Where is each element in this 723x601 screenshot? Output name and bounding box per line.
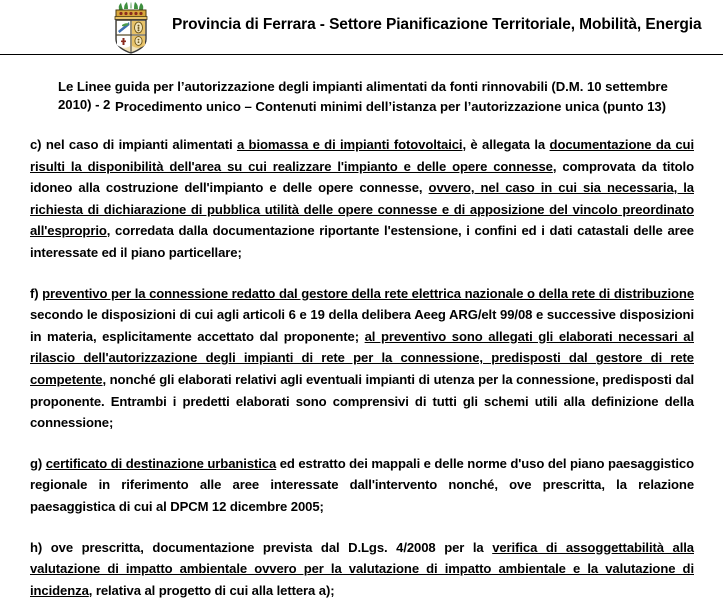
slide-header [0, 0, 723, 56]
subtitle-procedure: Procedimento unico – Contenuti minimi dell’istanza per l’autorizzazione unica (punto 13) [115, 96, 675, 118]
paragraph-h [30, 537, 694, 601]
paragraph-f [30, 283, 694, 434]
paragraph-f-mid-1: secondo le disposizioni di cui agli articoli 6 e 19 della delibera Aeeg ARG/elt 99/08 e successive disposizioni in materia, esplicitamente accettato dal proponente; [30, 307, 694, 344]
paragraph-g-lead: g) [30, 456, 46, 471]
paragraph-c-underline-2: documentazione da cui risulti la disponibilità dell'area su cui realizzare l'impianto e delle opere connesse [30, 137, 694, 174]
paragraph-c-tail: , corredata dalla documentazione riportante l'estensione, i confini ed i dati catastali delle aree interessate ed il piano particellare; [30, 223, 694, 260]
header-divider [0, 54, 723, 55]
coat-of-arms-icon [110, 1, 152, 54]
paragraph-h-lead: h) ove prescritta, documentazione prevista dal D.Lgs. 4/2008 per la [30, 540, 492, 555]
paragraph-h-underline-1: verifica di assoggettabilità alla valutazione di impatto ambientale ovvero per la valutazione di impatto ambientale e la valutazione di incidenza [30, 540, 694, 598]
document-body [30, 134, 694, 601]
page-title: Provincia di Ferrara - Settore Pianificazione Territoriale, Mobilità, Energia [172, 15, 723, 35]
paragraph-g [30, 453, 694, 518]
paragraph-c-lead: c) nel caso di impianti alimentati [30, 137, 237, 152]
paragraph-g-underline-1: certificato di destinazione urbanistica [46, 456, 276, 471]
paragraph-c [30, 134, 694, 264]
paragraph-h-tail: , relativa al progetto di cui alla lettera a); [89, 583, 335, 598]
paragraph-f-tail: nonché gli elaborati relativi agli eventuali impianti di utenza per la connessione, predisposti dal proponente. Entrambi i predetti elaborati sono comprensivi di tutti gli schemi utili alla definizione della connessione; [30, 372, 694, 430]
paragraph-f-underline-1: preventivo per la connessione redatto dal gestore della rete elettrica nazionale o della rete di distribuzione [42, 286, 694, 301]
paragraph-c-mid-1: , è allegata la [462, 137, 549, 152]
paragraph-g-tail: ed estratto dei mappali e delle norme d'uso del piano paesaggistico regionale in riferimento alle aree interessate dall'intervento nonché, ove prescritta, la relazione paesaggistica di cui al DPCM 12 dicembre 2005; [30, 456, 694, 514]
paragraph-f-underline-2: al preventivo sono allegati gli elaborati necessari al rilascio dell'autorizzazione degli impianti di rete per la connessione, predisposti dal gestore di rete competente, [30, 329, 694, 387]
paragraph-c-underline-3: ovvero, nel caso in cui sia necessaria, la richiesta di dichiarazione di pubblica utilità delle opere connesse e di apposizione del vincolo preordinato all'esproprio [30, 180, 694, 238]
subtitle-guidelines: Le Linee guida per l’autorizzazione degli impianti alimentati da fonti rinnovabili (D.M. 10 settembre 2010) - 2 [58, 78, 678, 113]
paragraph-c-underline-1: a biomassa e di impianti fotovoltaici [237, 137, 463, 152]
paragraph-f-lead: f) [30, 286, 42, 301]
paragraph-c-mid-2: , comprovata da titolo idoneo alla costruzione dell'impianto e delle opere connesse, [30, 159, 694, 196]
